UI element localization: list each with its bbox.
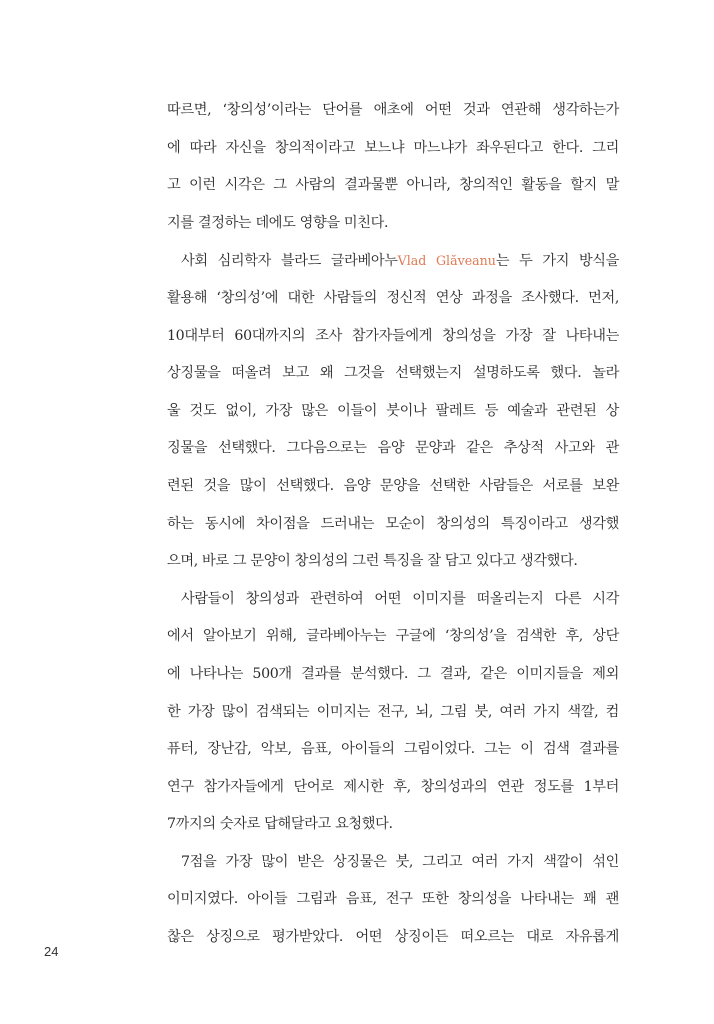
- text-line: 활용해 ‘창의성’에 대한 사람들의 정신적 연상 과정을 조사했다. 먼저,: [167, 289, 619, 306]
- text-line: 련된 것을 많이 선택했다. 음양 문양을 선택한 사람들은 서로를 보완: [167, 477, 619, 494]
- text-line: 에 따라 자신을 창의적이라고 보느냐 마느냐가 좌우된다고 한다. 그리: [167, 139, 619, 156]
- text-line: 10대부터 60대까지의 조사 참가자들에게 창의성을 가장 잘 나타내는: [167, 327, 619, 344]
- text-line: 연구 참가자들에게 단어로 제시한 후, 창의성과의 연관 정도를 1부터: [167, 778, 619, 795]
- body-text: [167, 92, 619, 957]
- text-line: 7까지의 숫자로 답해달라고 요청했다.: [167, 816, 393, 833]
- text-line: 으며, 바로 그 문양이 창의성의 그런 특징을 잘 담고 있다고 생각했다.: [167, 553, 578, 570]
- text-line: 퓨터, 장난감, 악보, 음표, 아이들의 그림이었다. 그는 이 검색 결과를: [167, 741, 619, 758]
- text-span: 사회 심리학자 블라드 글라베아누: [181, 253, 398, 270]
- text-line: 에 나타나는 500개 결과를 분석했다. 그 결과, 같은 이미지들을 제외: [167, 665, 619, 682]
- foreign-name: Vlad Glăveanu: [397, 253, 496, 269]
- text-span: 는 두 가지 방식을: [495, 253, 620, 270]
- text-line: 한 가장 많이 검색되는 이미지는 전구, 뇌, 그림 붓, 여러 가지 색깔, 컴: [167, 703, 619, 720]
- text-line: [167, 242, 619, 280]
- text-line: 지를 결정하는 데에도 영향을 미친다.: [167, 214, 389, 231]
- page-number: 24: [44, 944, 59, 959]
- text-line: 7점을 가장 많이 받은 상징물은 붓, 그리고 여러 가지 색깔이 섞인: [181, 853, 619, 870]
- text-line: 에서 알아보기 위해, 글라베아누는 구글에 ‘창의성’을 검색한 후, 상단: [167, 628, 619, 645]
- text-line: 찮은 상징으로 평가받았다. 어떤 상징이든 떠오르는 대로 자유롭게: [167, 929, 619, 946]
- text-line: 사람들이 창의성과 관련하여 어떤 이미지를 떠올리는지 다른 시각: [181, 590, 619, 607]
- text-line: 상징물을 떠올려 보고 왜 그것을 선택했는지 설명하도록 했다. 놀라: [167, 365, 619, 382]
- text-line: 징물을 선택했다. 그다음으로는 음양 문양과 같은 추상적 사고와 관: [167, 440, 619, 457]
- text-line: 따르면, ‘창의성’이라는 단어를 애초에 어떤 것과 연관해 생각하는가: [167, 102, 619, 118]
- text-line: 하는 동시에 차이점을 드러내는 모순이 창의성의 특징이라고 생각했: [167, 515, 619, 532]
- text-line: 울 것도 없이, 가장 많은 이들이 붓이나 팔레트 등 예술과 관련된 상: [167, 402, 619, 419]
- text-line: 이미지였다. 아이들 그림과 음표, 전구 또한 창의성을 나타내는 꽤 괜: [167, 891, 619, 908]
- text-line: 고 이런 시각은 그 사람의 결과물뿐 아니라, 창의적인 활동을 할지 말: [167, 177, 619, 194]
